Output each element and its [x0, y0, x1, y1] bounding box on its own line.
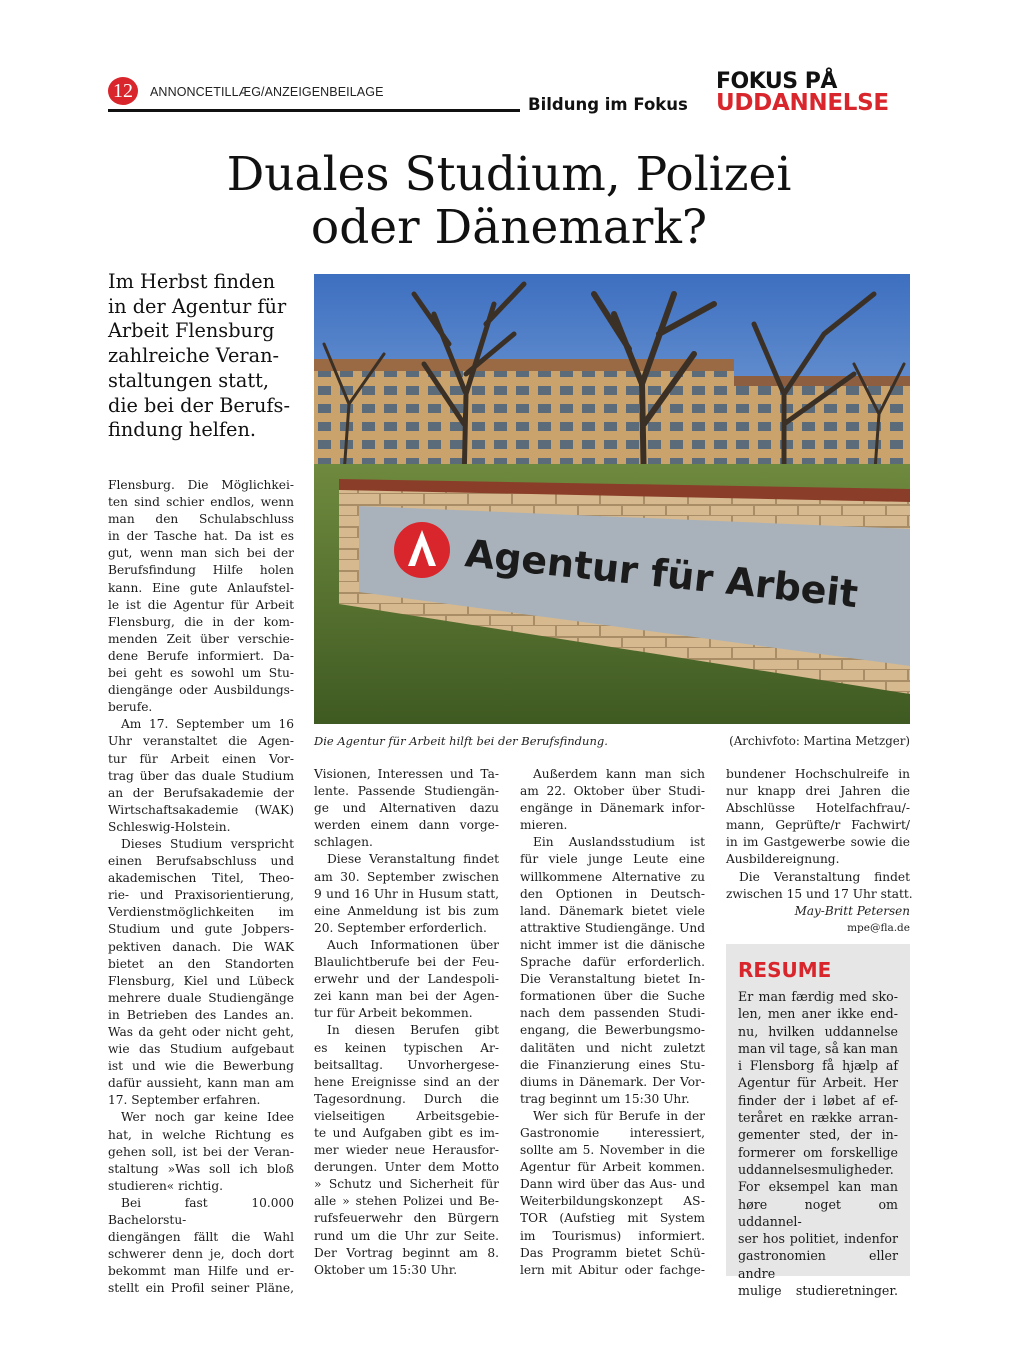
text-line: Die Veranstaltung findet: [739, 869, 910, 884]
text-line: rufsfeuerwehr den Bürgern: [314, 1211, 499, 1226]
text-line: Dann wird über das Aus- und: [520, 1177, 705, 1192]
text-line: es keinen typischen Ar-: [314, 1040, 499, 1055]
text-line: werden einem dann vorge-: [314, 818, 499, 833]
article-headline: [108, 148, 910, 254]
text-line: mer wieder neue Herausfor-: [314, 1143, 499, 1158]
text-line: Bei fast 10.000 Bachelorstu-: [108, 1195, 294, 1228]
text-line: Auch Informationen über: [327, 937, 499, 952]
text-line: Außerdem kann man sich: [533, 767, 705, 781]
photo-caption: Die Agentur für Arbeit hilft bei der Berufsfindung.: [314, 734, 608, 748]
resume-line: formerer om forskellige: [738, 1144, 898, 1160]
resume-line: i Flensborg få hjælp af: [738, 1058, 898, 1074]
resume-body: [738, 988, 898, 1299]
article-column-3: [520, 766, 705, 1279]
text-line: sollte am 5. November in die: [520, 1143, 705, 1158]
text-line: einen Berufsabschluss und: [108, 854, 294, 869]
text-line: Was da geht oder nicht geht,: [108, 1025, 294, 1039]
resume-line: høre noget om uddannel-: [738, 1196, 898, 1229]
text-line: eine Anmeldung ist bis zum: [314, 903, 499, 918]
text-line: engang, die Bewerbungsmo-: [520, 1023, 705, 1038]
text-line: mann, Geprüfte/r Fachwirt/: [726, 818, 910, 833]
text-line: Wer sich für Berufe in der: [533, 1108, 705, 1123]
text-line: willkommene Alternative zu: [520, 869, 705, 884]
text-line: wie das Studium aufgebaut: [108, 1042, 294, 1057]
text-line: bei geht es sowohl um Stu-: [108, 666, 294, 681]
text-line: Studium und gute Jobpers-: [108, 922, 294, 937]
text-line: te und Aufgaben gibt es im-: [314, 1125, 499, 1140]
article-photo: [314, 274, 910, 724]
lead-line: in der Agentur für: [108, 294, 287, 318]
text-line: am 22. Oktober über Studi-: [520, 784, 705, 799]
text-line: 20. September erforderlich.: [314, 920, 487, 935]
text-line: gut, wenn man sich bei der: [108, 546, 294, 561]
author-email[interactable]: mpe@fla.de: [847, 922, 910, 934]
text-line: trag beginnt um 15:30 Uhr.: [520, 1091, 690, 1106]
resume-line: nu, hvilken uddannelse: [738, 1023, 898, 1039]
text-line: den Optionen in Deutsch-: [520, 886, 705, 901]
text-line: Der Vortrag beginnt am 8.: [314, 1245, 499, 1260]
resume-line: man vil tage, så kan man: [738, 1040, 898, 1056]
resume-line: For eksempel kan man: [738, 1179, 898, 1195]
text-line: man den Schulabschluss: [108, 512, 294, 527]
section-title: Bildung im Fokus: [528, 95, 688, 114]
headline-line: oder Dänemark?: [310, 200, 708, 255]
brand-logo-line2: UDDANNELSE: [716, 90, 889, 116]
lead-line: staltungen statt,: [108, 368, 269, 392]
text-line: Flensburg, Kiel und Lübeck: [108, 973, 294, 988]
text-line: Die Veranstaltung bietet In-: [520, 972, 705, 987]
lead-line: Arbeit Flensburg: [108, 319, 275, 343]
lead-line: Im Herbst finden: [108, 270, 276, 293]
text-line: 17. September erfahren.: [108, 1093, 261, 1108]
text-line: in der Tasche hat. Da ist es: [108, 529, 294, 544]
text-line: in Betrieben des Landes an.: [108, 1007, 294, 1022]
text-line: im Tourismus) informiert.: [520, 1228, 705, 1243]
text-line: land. Dänemark bietet viele: [520, 903, 705, 918]
text-line: ge und Alternativen dazu: [314, 801, 499, 816]
resume-line: ser hos politiet, indenfor: [738, 1231, 898, 1247]
photo-credit: (Archivfoto: Martina Metzger): [729, 734, 910, 748]
text-line: diengängen fällt die Wahl: [108, 1230, 294, 1245]
headline-line: Duales Studium, Polizei: [226, 147, 792, 202]
text-line: diengänge oder Ausbildungs-: [108, 683, 294, 698]
text-line: dene Berufe informiert. Da-: [108, 648, 294, 663]
text-line: Oktober um 15:30 Uhr.: [314, 1262, 458, 1277]
text-line: formationen über die Suche: [520, 989, 705, 1004]
text-line: Wirtschaftsakademie (WAK): [108, 802, 294, 817]
article-column-4: [726, 766, 913, 903]
article-lead: [108, 270, 294, 443]
text-line: trag über das duale Studium: [108, 768, 294, 783]
brand-logo-line1: FOKUS PÅ: [716, 69, 837, 94]
text-line: » Schutz und Sicherheit für: [314, 1177, 499, 1192]
lead-line: findung helfen.: [108, 418, 257, 442]
text-line: stellt ein Profil seiner Pläne,: [108, 1281, 294, 1296]
text-line: Berufsfindung Hilfe holen: [108, 563, 294, 578]
resume-line: gastronomien eller andre: [738, 1248, 898, 1281]
text-line: ist und wie die Bewerbung: [108, 1059, 294, 1074]
resume-title: RESUME: [738, 958, 832, 982]
text-line: Flensburg, die in der kom-: [108, 614, 294, 629]
lead-line: zahlreiche Veran-: [108, 344, 279, 368]
text-line: diums in Dänemark. Der Vor-: [520, 1074, 705, 1089]
article-column-2: [314, 766, 499, 1279]
text-line: dafür aussieht, kann man am: [108, 1076, 294, 1091]
resume-line: len, men aner ikke end-: [738, 1006, 898, 1022]
text-line: Diese Veranstaltung findet: [327, 852, 499, 867]
text-line: staltung »Was soll ich bloß: [108, 1161, 294, 1176]
text-line: bietet an den Standorten: [108, 956, 294, 971]
text-line: an der Berufsakademie der: [108, 785, 294, 800]
sign-text: Agentur für Arbeit: [463, 531, 860, 617]
text-line: Ausbildereignung.: [726, 852, 840, 867]
text-line: Verdienstmöglichkeiten im: [108, 905, 294, 920]
text-line: Das Programm bietet Schü-: [520, 1245, 705, 1260]
text-line: berufe.: [108, 700, 153, 715]
text-line: attraktive Studiengänge. Und: [520, 920, 705, 935]
text-line: Gastronomie interessiert,: [520, 1125, 705, 1140]
text-line: In diesen Berufen gibt: [327, 1023, 499, 1038]
text-line: pektiven danach. Die WAK: [108, 939, 294, 954]
text-line: tur für Arbeit bekommen.: [314, 1006, 473, 1021]
text-line: nur knapp drei Jahren die: [726, 784, 910, 799]
page-number-badge: 12: [108, 77, 138, 105]
text-line: schwerer denn je, doch dort: [108, 1247, 294, 1262]
text-line: Wer noch gar keine Idee: [121, 1110, 294, 1125]
text-line: akademischen Titel, Theo-: [108, 871, 294, 886]
text-line: Uhr veranstaltet die Agen-: [108, 734, 294, 749]
resume-line: Agentur für Arbeit. Her: [738, 1075, 898, 1091]
text-line: Tagesordnung. Durch die: [314, 1091, 499, 1106]
text-line: am 30. September zwischen: [314, 869, 499, 884]
text-line: zei kann man bei der Agen-: [314, 989, 499, 1004]
text-line: die Finanzierung eines Stu-: [520, 1057, 705, 1072]
text-line: in im Gastgewerbe sowie die: [726, 835, 910, 850]
text-line: Dieses Studium verspricht: [121, 836, 294, 851]
text-line: Am 17. September um 16: [121, 717, 294, 732]
text-line: Abschlüsse Hotelfachfrau/-: [726, 801, 910, 816]
text-line: nach dem passenden Studi-: [520, 1006, 705, 1021]
text-line: nicht immer ist die dänische: [520, 937, 705, 952]
resume-line: teråret en række arran-: [738, 1110, 898, 1126]
text-line: 9 und 16 Uhr in Husum statt,: [314, 886, 499, 901]
text-line: erwehr und der Landespoli-: [314, 972, 499, 987]
author-name: May-Britt Petersen: [794, 904, 910, 918]
text-line: rund um die Uhr zur Seite.: [314, 1228, 499, 1243]
text-line: derungen. Unter dem Motto: [314, 1160, 499, 1175]
text-line: hat, in welche Richtung es: [108, 1127, 294, 1142]
text-line: lern mit Abitur oder fachge-: [520, 1262, 705, 1277]
text-line: menden Zeit über verschie-: [108, 631, 294, 646]
text-line: schlagen.: [314, 835, 373, 850]
text-line: Agentur für Arbeit kommen.: [520, 1160, 705, 1175]
text-line: hene Ereignisse sind an der: [314, 1074, 499, 1089]
text-line: alle » stehen Polizei und Be-: [314, 1194, 499, 1209]
text-line: lente. Passende Studiengän-: [314, 784, 499, 799]
text-line: zwischen 15 und 17 Uhr statt.: [726, 886, 913, 901]
text-line: beitsalltag. Unvorhergese-: [314, 1057, 499, 1072]
text-line: tur für Arbeit einen Vor-: [108, 751, 294, 766]
text-line: Ein Auslandsstudium ist: [533, 835, 705, 850]
text-line: gehen soll, ist bei der Veran-: [108, 1144, 294, 1159]
resume-line: uddannelsesmuligheder.: [738, 1161, 894, 1177]
resume-line: Er man færdig med sko-: [738, 989, 898, 1004]
text-line: Schleswig-Holstein.: [108, 819, 231, 834]
text-line: mieren.: [520, 818, 568, 833]
text-line: Weiterbildungskonzept AS-: [520, 1194, 705, 1209]
text-line: Sprache dafür erforderlich.: [520, 955, 705, 970]
text-line: Blaulichtberufe bei der Feu-: [314, 955, 499, 970]
article-column-1: [108, 477, 294, 1298]
text-line: vielseitigen Arbeitsgebie-: [314, 1108, 499, 1123]
resume-line: finder der i løbet af ef-: [738, 1092, 898, 1108]
text-line: kann. Eine gute Anlaufstel-: [108, 580, 294, 595]
text-line: mehrere duale Studiengänge: [108, 990, 294, 1005]
text-line: le ist die Agentur für Arbeit: [108, 597, 294, 612]
text-line: Visionen, Interessen und Ta-: [314, 767, 499, 781]
text-line: rie- und Praxisorientierung,: [108, 888, 294, 903]
text-line: studieren« richtig.: [108, 1178, 224, 1193]
text-line: ten sind schier endlos, wenn: [108, 495, 294, 510]
text-line: für viele junge Leute eine: [520, 852, 705, 867]
text-line: dalitäten und nicht zuletzt: [520, 1040, 705, 1055]
resume-line: mulige studieretninger.: [738, 1283, 898, 1299]
text-line: bundener Hochschulreife in: [726, 767, 910, 781]
text-line: engänge in Dänemark infor-: [520, 801, 705, 816]
text-line: Flensburg. Die Möglichkei-: [108, 478, 294, 492]
header-rule: [108, 109, 520, 112]
resume-line: gementer sted, der in-: [738, 1127, 898, 1143]
supplement-label: ANNONCETILLÆG/ANZEIGENBEILAGE: [150, 85, 384, 99]
text-line: bekommt man Hilfe und er-: [108, 1264, 294, 1279]
lead-line: die bei der Berufs-: [108, 393, 290, 417]
text-line: TOR (Aufstieg mit System: [520, 1211, 705, 1226]
